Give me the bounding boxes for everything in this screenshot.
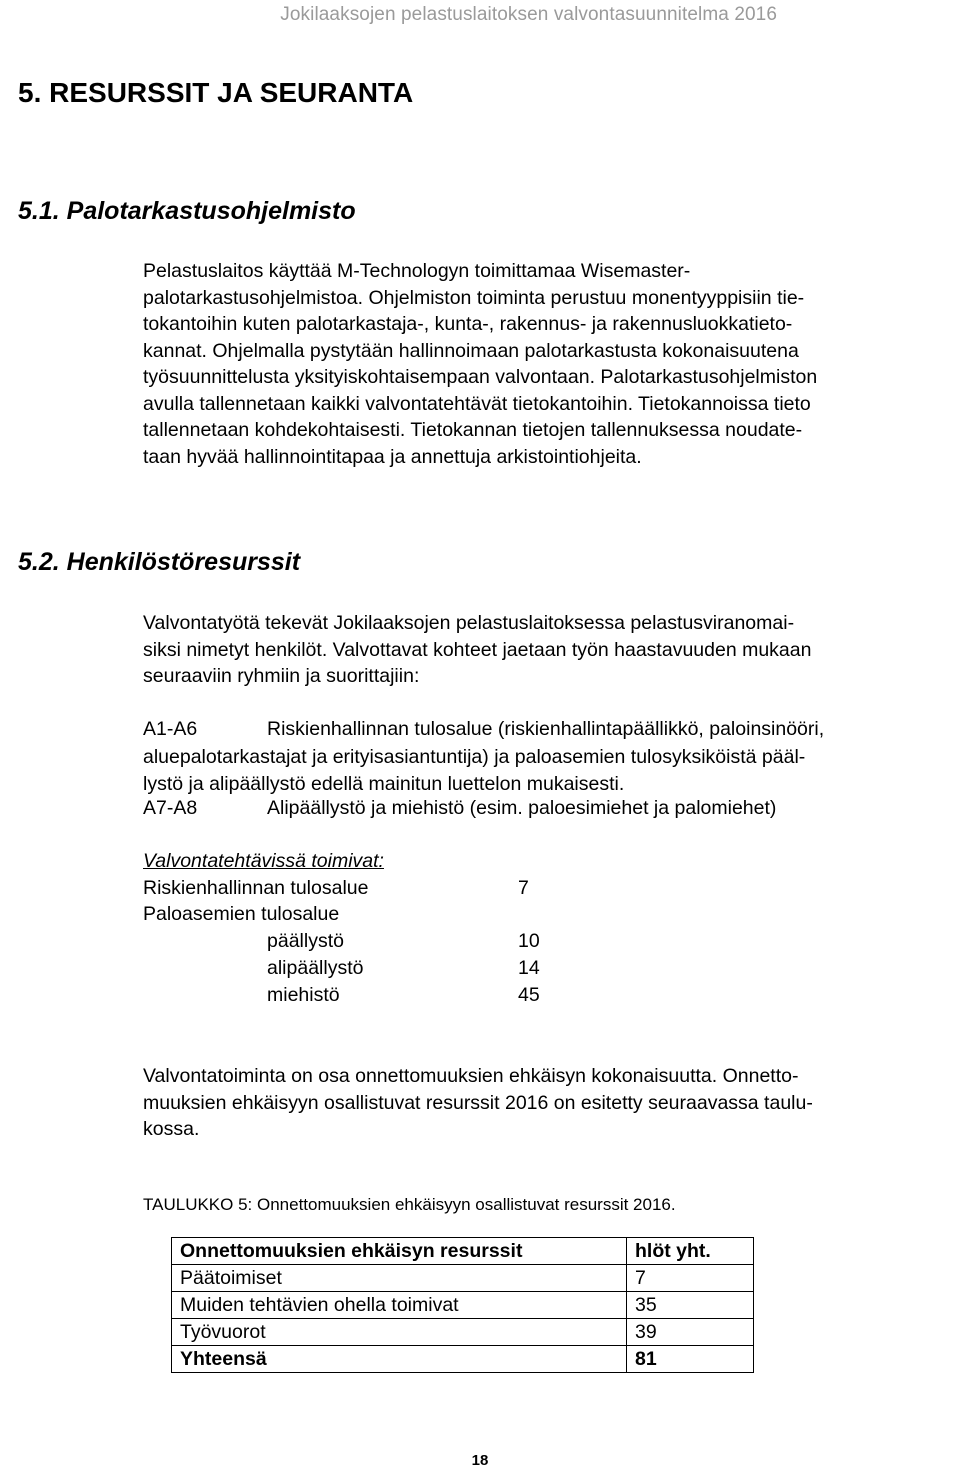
- duty-heading: Valvontatehtävissä toimivat:: [143, 850, 384, 872]
- paragraph-line: Valvontatyötä tekevät Jokilaaksojen pelastuslaitoksessa pelastusviranomai-: [143, 612, 795, 634]
- paragraph-line: lystö ja alipäällystö edellä mainitun luettelon mukaisesti.: [143, 772, 625, 795]
- paragraph-line: Valvontatoiminta on osa onnettomuuksien ehkäisyn kokonaisuutta. Onnetto-: [143, 1065, 799, 1087]
- table-total-row: [172, 1346, 754, 1373]
- resources-table: [171, 1237, 754, 1373]
- staff-label: miehistö: [267, 984, 340, 1006]
- table-header-cell: Onnettomuuksien ehkäisyn resurssit: [172, 1238, 627, 1265]
- staff-label-stations: Paloasemien tulosalue: [143, 903, 340, 925]
- table-row: [172, 1319, 754, 1346]
- closing-paragraph: [143, 1063, 943, 1143]
- table-header-row: [172, 1238, 754, 1265]
- staff-count-risk: 7: [518, 877, 529, 899]
- paragraph-line: työsuunnittelusta yksityiskohtaisempaan valvontaan. Palotarkastusohjelmiston: [143, 366, 818, 388]
- paragraph-line: taan hyvää hallinnointitapaa ja annettuja arkistointiohjeita.: [143, 445, 642, 468]
- table-cell: Muiden tehtävien ohella toimivat: [172, 1292, 627, 1319]
- staff-count: 45: [518, 984, 540, 1006]
- table-cell: 39: [627, 1319, 754, 1346]
- table-cell: Päätoimiset: [172, 1265, 627, 1292]
- paragraph-line: Pelastuslaitos käyttää M-Technologyn toimittamaa Wisemaster-: [143, 260, 691, 282]
- section-5-1-title: 5.1. Palotarkastusohjelmisto: [18, 197, 356, 225]
- section-5-2-intro: [143, 610, 943, 690]
- section-5-2-title: 5.2. Henkilöstöresurssit: [18, 548, 301, 576]
- table-total-value: 81: [627, 1346, 754, 1373]
- staff-label-risk: Riskienhallinnan tulosalue: [143, 877, 369, 899]
- staff-count: 14: [518, 957, 540, 979]
- page-number: 18: [471, 1452, 489, 1469]
- table-header-cell: hlöt yht.: [627, 1238, 754, 1265]
- table-row: [172, 1292, 754, 1319]
- paragraph-line: kossa.: [143, 1118, 200, 1140]
- group-code-a1-a6: A1-A6: [143, 718, 198, 740]
- paragraph-line: avulla tallennetaan kaikki valvontatehtävät tietokantoihin. Tietokannoissa tieto: [143, 392, 811, 415]
- paragraph-line: tokantoihin kuten palotarkastaja-, kunta-, rakennus- ja rakennusluokkatieto-: [143, 313, 793, 335]
- table-row: [172, 1265, 754, 1292]
- table-caption: TAULUKKO 5: Onnettomuuksien ehkäisyyn osallistuvat resurssit 2016.: [143, 1195, 676, 1214]
- running-header: Jokilaaksojen pelastuslaitoksen valvontasuunnitelma 2016: [280, 4, 777, 25]
- section-5-1-paragraph: [143, 258, 943, 470]
- paragraph-line: kannat. Ohjelmalla pystytään hallinnoimaan palotarkastusta kokonaisuutena: [143, 339, 799, 362]
- staff-label: päällystö: [267, 930, 344, 952]
- table-cell: Työvuorot: [172, 1319, 627, 1346]
- table-cell: 7: [627, 1265, 754, 1292]
- group-code-a7-a8: A7-A8: [143, 797, 198, 819]
- group-description-a1-a6: Riskienhallinnan tulosalue (riskienhallintapäällikkö, paloinsinööri,: [267, 718, 825, 740]
- group-description-a7-a8: Alipäällystö ja miehistö (esim. paloesimiehet ja palomiehet): [267, 797, 777, 819]
- paragraph-line: siksi nimetyt henkilöt. Valvottavat kohteet jaetaan työn haastavuuden mukaan: [143, 638, 812, 661]
- chapter-title: 5. RESURSSIT JA SEURANTA: [18, 77, 414, 108]
- paragraph-line: muuksien ehkäisyyn osallistuvat resurssit 2016 on esitetty seuraavassa taulu-: [143, 1091, 813, 1114]
- paragraph-line: tallennetaan kohdekohtaisesti. Tietokannan tietojen tallennuksessa noudate-: [143, 419, 803, 441]
- group-a1-a6-continuation: [143, 744, 943, 797]
- paragraph-line: aluepalotarkastajat ja erityisasiantuntija) ja paloasemien tulosyksiköistä pääl-: [143, 746, 806, 768]
- staff-label: alipäällystö: [267, 957, 364, 979]
- table-cell: 35: [627, 1292, 754, 1319]
- paragraph-line: seuraaviin ryhmiin ja suorittajiin:: [143, 665, 420, 687]
- staff-count: 10: [518, 930, 540, 952]
- paragraph-line: palotarkastusohjelmistoa. Ohjelmiston toiminta perustuu monentyyppisiin tie-: [143, 286, 805, 309]
- table-total-label: Yhteensä: [172, 1346, 627, 1373]
